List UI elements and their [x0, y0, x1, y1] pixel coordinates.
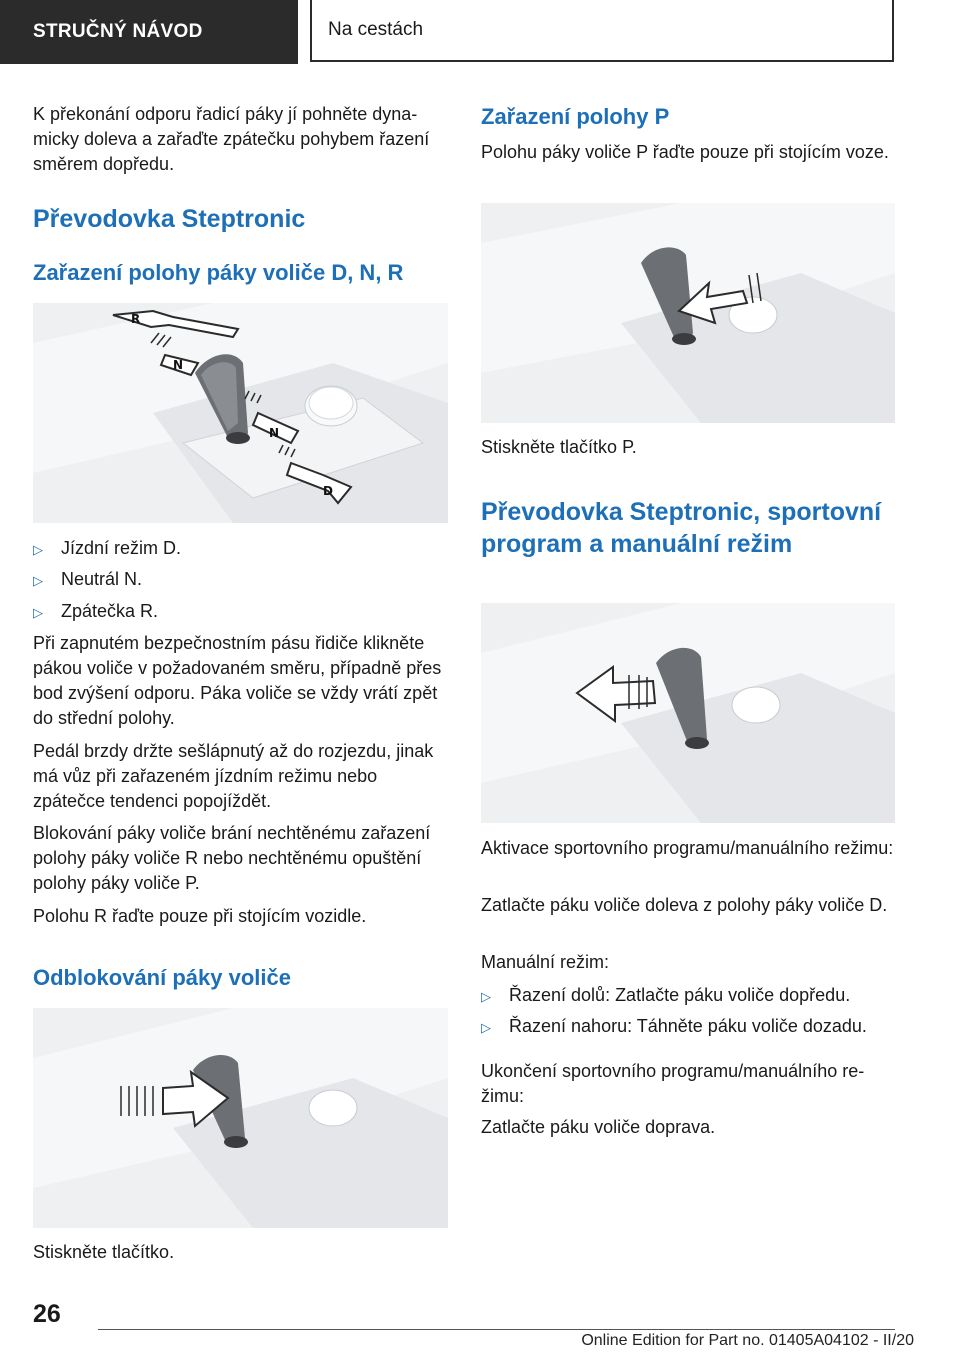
bullet-item: ▷ Zpátečka R.	[33, 599, 448, 625]
paragraph-sport-end: Ukončení sportovního programu/manuálního režimu:	[481, 1061, 865, 1106]
illustration-unlock	[33, 1008, 448, 1228]
caption-p: Stiskněte tlačítko P.	[481, 437, 637, 457]
triangle-bullet-icon: ▷	[481, 989, 491, 1004]
illustration-selector-dnr	[33, 303, 448, 523]
intro-paragraph: K překonání odporu řadicí páky jí pohněte dynamicky doleva a zařaďte zpátečku pohybem řazení směrem dopředu.	[33, 104, 430, 174]
paragraph-manual: Manuální režim:	[481, 952, 610, 972]
label-n-top: N	[173, 358, 184, 372]
bullet-item: ▷ Jízdní režim D.	[33, 536, 448, 562]
heading-steptronic: Převodovka Steptronic	[33, 205, 306, 233]
label-n-bottom: N	[269, 426, 280, 440]
paragraph-p-intro: Polohu páky voliče P řaďte pouze při stojícím voze.	[481, 142, 889, 162]
heading-unlock: Odblokování páky voliče	[33, 965, 291, 990]
label-r: R	[131, 312, 141, 326]
section-tab	[0, 0, 298, 64]
heading-sport: Převodovka Steptronic, sportovní program a manuální režim	[481, 498, 882, 558]
label-d: D	[323, 484, 333, 498]
page-number: 26	[33, 1300, 61, 1328]
triangle-bullet-icon: ▷	[33, 605, 43, 620]
paragraph-sport-activate: Aktivace sportovního programu/manuálního režimu:	[481, 838, 894, 858]
paragraph-r-only: Polohu R řaďte pouze při stojícím vozidle.	[33, 906, 367, 926]
heading-dnr: Zařazení polohy páky voliče D, N, R	[33, 260, 404, 285]
bullet-item: ▷ Řazení nahoru: Táhněte páku voliče dozadu.	[481, 1014, 895, 1040]
paragraph-sport-push: Zatlačte páku voliče doleva z polohy páky voliče D.	[481, 895, 888, 915]
chapter-title: Na cestách	[328, 19, 424, 40]
paragraph-lock: Blokování páky voliče brání nechtěnému zařazení polohy páky voliče R nebo nechtěnému opuštění polohy páky voliče P.	[33, 823, 431, 893]
section-title: STRUČNÝ NÁVOD	[33, 21, 203, 42]
caption-unlock: Stiskněte tlačítko.	[33, 1242, 175, 1262]
bullet-item: ▷ Řazení dolů: Zatlačte páku voliče dopředu.	[481, 983, 895, 1009]
illustration-sport	[481, 603, 895, 823]
paragraph-seatbelt: Při zapnutém bezpečnostním pásu řidiče klikněte pákou voliče v požadovaném směru, případně přes bod zvýšení odporu. Páka voliče se vždy vrátí zpět do střední polohy.	[33, 633, 442, 728]
heading-p: Zařazení polohy P	[481, 104, 670, 129]
chapter-tab	[310, 0, 894, 62]
footer-edition: Online Edition for Part no. 01405A04102 - II/20	[581, 1332, 914, 1349]
triangle-bullet-icon: ▷	[33, 542, 43, 557]
paragraph-brake: Pedál brzdy držte sešlápnutý až do rozjezdu, jinak má vůz při zařazeném jízdním režimu nebo zpátečce tendenci popojíždět.	[33, 741, 434, 811]
paragraph-push-right: Zatlačte páku voliče doprava.	[481, 1117, 716, 1137]
triangle-bullet-icon: ▷	[33, 573, 43, 588]
footer-divider	[98, 1329, 895, 1330]
illustration-p-button	[481, 203, 895, 423]
bullet-item: ▷ Neutrál N.	[33, 567, 448, 593]
triangle-bullet-icon: ▷	[481, 1020, 491, 1035]
